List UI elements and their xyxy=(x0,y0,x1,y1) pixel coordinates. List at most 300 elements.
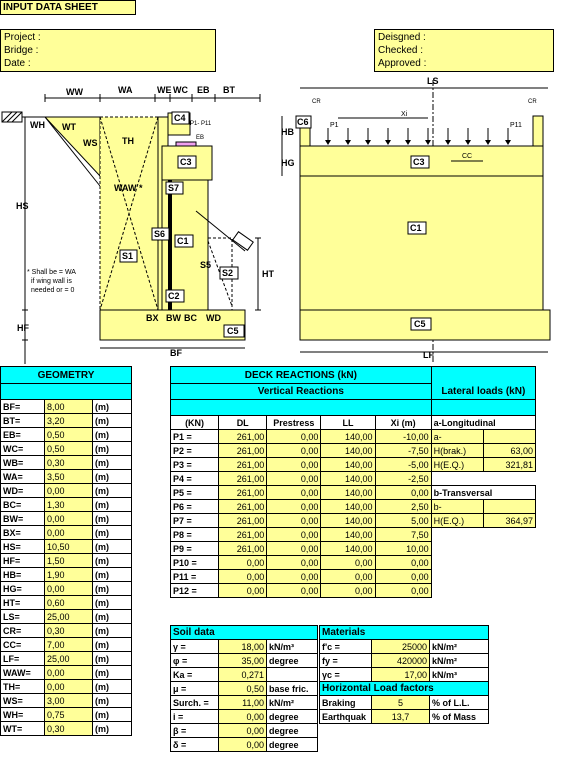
label-p1p11: P1- P11 xyxy=(190,121,212,127)
deck-row-label: P4 = xyxy=(171,472,219,486)
geometry-param-value[interactable]: 0,00 xyxy=(45,582,93,596)
soil-row xyxy=(171,668,318,682)
label-hs: HS xyxy=(16,201,29,211)
deck-row xyxy=(171,528,536,542)
deck-row-label: P5 = xyxy=(171,486,219,500)
geometry-row xyxy=(1,568,132,582)
deck-xi-value[interactable]: -2,50 xyxy=(375,472,431,486)
deck-prestress-value[interactable]: 0,00 xyxy=(267,458,321,472)
dim-ww: WW xyxy=(66,87,83,97)
hload-param-unit: % of L.L. xyxy=(430,696,489,710)
hload-param-value[interactable]: 13,7 xyxy=(372,710,430,724)
soil-param-value[interactable]: 0,00 xyxy=(219,724,267,738)
deck-xi-value[interactable]: 5,00 xyxy=(375,514,431,528)
deck-row xyxy=(171,556,536,570)
geometry-param-name: HB= xyxy=(1,568,45,582)
longitudinal-a-label: a- xyxy=(431,430,483,444)
deck-dl-value[interactable]: 261,00 xyxy=(219,514,267,528)
geometry-param-unit: (m) xyxy=(93,652,132,666)
label-c1-front: C1 xyxy=(410,223,422,233)
deck-prestress-value[interactable]: 0,00 xyxy=(267,542,321,556)
deck-xi-value[interactable]: 7,50 xyxy=(375,528,431,542)
col-ll: LL xyxy=(321,416,375,430)
deck-row-label: P6 = xyxy=(171,500,219,514)
soil-param-value[interactable]: 35,00 xyxy=(219,654,267,668)
lateral-value[interactable] xyxy=(483,500,535,514)
note-line1: * Shall be = WA xyxy=(27,269,76,276)
geometry-row xyxy=(1,470,132,484)
dim-wa: WA xyxy=(118,85,133,95)
checked-label: Checked : xyxy=(378,45,424,56)
geometry-param-unit: (m) xyxy=(93,526,132,540)
geometry-param-name: WA= xyxy=(1,470,45,484)
label-cr-left: CR xyxy=(312,99,321,105)
label-bc: BC xyxy=(184,313,197,323)
soil-param-name: β = xyxy=(171,724,219,738)
deck-xi-value[interactable]: 10,00 xyxy=(375,542,431,556)
soil-param-unit xyxy=(267,668,318,682)
deck-prestress-value[interactable]: 0,00 xyxy=(267,570,321,584)
geometry-param-value[interactable]: 1,30 xyxy=(45,498,93,512)
label-wh: WH xyxy=(30,120,45,130)
soil-param-unit: kN/m³ xyxy=(267,640,318,654)
geometry-param-name: LS= xyxy=(1,610,45,624)
material-param-value[interactable]: 25000 xyxy=(372,640,430,654)
deck-row xyxy=(171,444,536,458)
deck-ll-value[interactable]: 140,00 xyxy=(321,528,375,542)
soil-param-value[interactable]: 18,00 xyxy=(219,640,267,654)
material-row xyxy=(320,654,489,668)
deck-dl-value[interactable]: 261,00 xyxy=(219,500,267,514)
deck-prestress-value[interactable]: 0,00 xyxy=(267,472,321,486)
material-row xyxy=(320,640,489,654)
geometry-param-name: CC= xyxy=(1,638,45,652)
geometry-param-name: HF= xyxy=(1,554,45,568)
deck-dl-value[interactable]: 261,00 xyxy=(219,486,267,500)
deck-ll-value[interactable]: 140,00 xyxy=(321,500,375,514)
geometry-param-name: HG= xyxy=(1,582,45,596)
material-row xyxy=(320,668,489,682)
geometry-param-value[interactable]: 3,00 xyxy=(45,694,93,708)
geometry-param-name: BC= xyxy=(1,498,45,512)
deck-prestress-value[interactable]: 0,00 xyxy=(267,528,321,542)
label-cc: CC xyxy=(462,153,473,160)
materials-header: Materials xyxy=(320,626,489,640)
trans-eq-label: H(E.Q.) xyxy=(431,514,483,528)
geometry-param-value[interactable]: 0,00 xyxy=(45,512,93,526)
geometry-param-value[interactable]: 0,00 xyxy=(45,526,93,540)
deck-row xyxy=(171,430,536,444)
hload-header: Horizontal Load factors xyxy=(320,682,489,696)
soil-param-name: δ = xyxy=(171,738,219,752)
geometry-param-unit: (m) xyxy=(93,540,132,554)
label-s2: S2 xyxy=(222,268,234,278)
soil-row xyxy=(171,738,318,752)
soil-param-unit: degree xyxy=(267,738,318,752)
soil-row xyxy=(171,696,318,710)
label-cr-right: CR xyxy=(528,99,537,105)
geometry-param-unit: (m) xyxy=(93,484,132,498)
hload-row xyxy=(320,696,489,710)
label-s6: S6 xyxy=(154,229,166,239)
deck-spacer xyxy=(171,400,432,416)
lateral-spacer xyxy=(431,400,535,416)
soil-param-name: Surch. = xyxy=(171,696,219,710)
project-label: Project : xyxy=(4,32,41,43)
long-eq-label: H(E.Q.) xyxy=(431,458,483,472)
label-th: TH xyxy=(122,136,134,146)
lateral-value[interactable] xyxy=(483,430,535,444)
geometry-param-unit: (m) xyxy=(93,680,132,694)
geometry-param-value[interactable]: 3,20 xyxy=(45,414,93,428)
geometry-param-value[interactable]: 0,75 xyxy=(45,708,93,722)
deck-ll-value[interactable]: 0,00 xyxy=(321,570,375,584)
geometry-row xyxy=(1,456,132,470)
material-param-unit: kN/m³ xyxy=(430,668,489,682)
soil-param-unit: degree xyxy=(267,654,318,668)
geometry-row xyxy=(1,414,132,428)
note-line3: needed or = 0 xyxy=(31,287,75,294)
vertical-header: Vertical Reactions xyxy=(171,384,432,400)
geometry-param-name: WT= xyxy=(1,722,45,736)
deck-dl-value[interactable]: 261,00 xyxy=(219,542,267,556)
geometry-param-unit: (m) xyxy=(93,638,132,652)
geometry-param-value[interactable]: 0,60 xyxy=(45,596,93,610)
label-c3: C3 xyxy=(180,157,192,167)
geometry-param-unit: (m) xyxy=(93,428,132,442)
deck-row-label: P1 = xyxy=(171,430,219,444)
lateral-empty xyxy=(431,556,535,570)
label-waw: WAW * xyxy=(114,183,143,193)
geometry-param-name: WB= xyxy=(1,456,45,470)
label-wd: WD xyxy=(206,313,221,323)
label-p1: P1 xyxy=(330,122,339,129)
geometry-param-value[interactable]: 7,00 xyxy=(45,638,93,652)
deck-dl-value[interactable]: 0,00 xyxy=(219,570,267,584)
soil-param-name: φ = xyxy=(171,654,219,668)
geometry-param-unit: (m) xyxy=(93,582,132,596)
label-c6: C6 xyxy=(297,117,309,127)
geometry-param-unit: (m) xyxy=(93,554,132,568)
geometry-row xyxy=(1,526,132,540)
soil-table xyxy=(170,625,318,752)
deck-ll-value[interactable]: 140,00 xyxy=(321,514,375,528)
transversal-b-label: b- xyxy=(431,500,483,514)
lateral-header-top xyxy=(431,367,535,384)
col-xi: Xi (m) xyxy=(375,416,431,430)
front-elevation-drawing xyxy=(278,76,569,364)
material-param-name: fy = xyxy=(320,654,372,668)
deck-ll-value[interactable]: 140,00 xyxy=(321,458,375,472)
geometry-row xyxy=(1,610,132,624)
soil-param-value[interactable]: 11,00 xyxy=(219,696,267,710)
label-xi: Xi xyxy=(401,111,408,118)
label-ls: LS xyxy=(427,76,439,86)
geometry-param-name: WD= xyxy=(1,484,45,498)
label-hb: HB xyxy=(281,127,294,137)
soil-param-unit: degree xyxy=(267,724,318,738)
label-bf: BF xyxy=(170,348,182,358)
label-c4: C4 xyxy=(174,113,186,123)
geometry-row xyxy=(1,652,132,666)
hload-param-value[interactable]: 5 xyxy=(372,696,430,710)
label-c5: C5 xyxy=(227,326,239,336)
geometry-param-value[interactable]: 0,30 xyxy=(45,722,93,736)
geometry-param-value[interactable]: 3,50 xyxy=(45,470,93,484)
geometry-param-unit: (m) xyxy=(93,708,132,722)
geometry-param-unit: (m) xyxy=(93,666,132,680)
deck-prestress-value[interactable]: 0,00 xyxy=(267,430,321,444)
geometry-table xyxy=(0,366,132,736)
soil-param-value[interactable]: 0,271 xyxy=(219,668,267,682)
soil-param-name: i = xyxy=(171,710,219,724)
deck-dl-value[interactable]: 261,00 xyxy=(219,444,267,458)
material-param-unit: kN/m² xyxy=(430,640,489,654)
soil-row xyxy=(171,654,318,668)
deck-row xyxy=(171,458,536,472)
material-param-name: γc = xyxy=(320,668,372,682)
geometry-param-value[interactable]: 0,00 xyxy=(45,666,93,680)
dim-wc: WC xyxy=(173,85,188,95)
soil-param-value[interactable]: 0,00 xyxy=(219,738,267,752)
deck-ll-value[interactable]: 0,00 xyxy=(321,556,375,570)
deck-row-label: P9 = xyxy=(171,542,219,556)
label-s7: S7 xyxy=(168,183,180,193)
geometry-param-unit: (m) xyxy=(93,610,132,624)
geometry-row xyxy=(1,624,132,638)
geometry-param-unit: (m) xyxy=(93,694,132,708)
geometry-row xyxy=(1,680,132,694)
dim-bt: BT xyxy=(223,85,235,95)
deck-row xyxy=(171,584,536,598)
geometry-param-value[interactable]: 1,90 xyxy=(45,568,93,582)
hload-param-name: Earthquak xyxy=(320,710,372,724)
soil-param-value[interactable]: 0,50 xyxy=(219,682,267,696)
col-dl: DL xyxy=(219,416,267,430)
designed-label: Deisgned : xyxy=(378,32,426,43)
geometry-param-name: HS= xyxy=(1,540,45,554)
soil-row xyxy=(171,640,318,654)
col-kn: (KN) xyxy=(171,416,219,430)
geometry-param-value[interactable]: 25,00 xyxy=(45,610,93,624)
deck-prestress-value[interactable]: 0,00 xyxy=(267,444,321,458)
soil-param-unit: degree xyxy=(267,710,318,724)
soil-header: Soil data xyxy=(171,626,318,640)
deck-ll-value[interactable]: 140,00 xyxy=(321,472,375,486)
deck-row-label: P12 = xyxy=(171,584,219,598)
deck-prestress-value[interactable]: 0,00 xyxy=(267,514,321,528)
deck-row xyxy=(171,570,536,584)
deck-ll-value[interactable]: 140,00 xyxy=(321,542,375,556)
abutment-section-drawing xyxy=(0,76,290,364)
deck-dl-value[interactable]: 261,00 xyxy=(219,458,267,472)
geometry-param-unit: (m) xyxy=(93,568,132,582)
materials-table xyxy=(319,625,489,724)
geometry-param-name: CR= xyxy=(1,624,45,638)
deck-row-label: P7 = xyxy=(171,514,219,528)
soil-param-value[interactable]: 0,00 xyxy=(219,710,267,724)
geometry-param-name: LF= xyxy=(1,652,45,666)
deck-xi-value[interactable]: -5,00 xyxy=(375,458,431,472)
soil-row xyxy=(171,724,318,738)
hload-param-name: Braking xyxy=(320,696,372,710)
material-param-value[interactable]: 17,00 xyxy=(372,668,430,682)
brak-label: H(brak.) xyxy=(431,444,483,458)
project-info-box[interactable] xyxy=(0,29,216,72)
deck-dl-value[interactable]: 0,00 xyxy=(219,584,267,598)
deck-row xyxy=(171,542,536,556)
bridge-label: Bridge : xyxy=(4,45,39,56)
geometry-header: GEOMETRY xyxy=(1,367,132,384)
geometry-row xyxy=(1,596,132,610)
label-s5: S5 xyxy=(200,260,212,270)
label-bw: BW xyxy=(166,313,181,323)
geometry-param-unit: (m) xyxy=(93,722,132,736)
geometry-param-value[interactable]: 0,50 xyxy=(45,442,93,456)
label-hg: HG xyxy=(281,158,295,168)
soil-param-name: Ka = xyxy=(171,668,219,682)
geometry-row xyxy=(1,512,132,526)
brak-value[interactable]: 63,00 xyxy=(483,444,535,458)
lateral-empty xyxy=(431,542,535,556)
geometry-param-value[interactable]: 0,00 xyxy=(45,680,93,694)
geometry-param-name: TH= xyxy=(1,680,45,694)
lateral-empty xyxy=(431,584,535,598)
deck-row-label: P11 = xyxy=(171,570,219,584)
geometry-param-name: BF= xyxy=(1,400,45,414)
geometry-param-name: BX= xyxy=(1,526,45,540)
deck-ll-value[interactable]: 0,00 xyxy=(321,584,375,598)
geometry-spacer xyxy=(1,384,132,400)
trans-eq-value[interactable]: 364,97 xyxy=(483,514,535,528)
geometry-param-name: BT= xyxy=(1,414,45,428)
geometry-row xyxy=(1,638,132,652)
deck-row xyxy=(171,500,536,514)
deck-xi-value[interactable]: -10,00 xyxy=(375,430,431,444)
geometry-row xyxy=(1,442,132,456)
label-s1: S1 xyxy=(122,251,134,261)
deck-dl-value[interactable]: 261,00 xyxy=(219,528,267,542)
geometry-param-unit: (m) xyxy=(93,512,132,526)
deck-row xyxy=(171,486,536,500)
deck-header: DECK REACTIONS (kN) xyxy=(171,367,432,384)
date-label: Date : xyxy=(4,58,31,69)
geometry-param-name: EB= xyxy=(1,428,45,442)
soil-row xyxy=(171,682,318,696)
deck-row-label: P10 = xyxy=(171,556,219,570)
deck-prestress-value[interactable]: 0,00 xyxy=(267,584,321,598)
geometry-param-unit: (m) xyxy=(93,414,132,428)
label-bx: BX xyxy=(146,313,159,323)
geometry-param-value[interactable]: 8,00 xyxy=(45,400,93,414)
geometry-param-value[interactable]: 10,50 xyxy=(45,540,93,554)
deck-xi-value[interactable]: 0,00 xyxy=(375,486,431,500)
sheet-title: INPUT DATA SHEET xyxy=(0,0,136,15)
deck-ll-value[interactable]: 140,00 xyxy=(321,444,375,458)
label-ws: WS xyxy=(83,138,98,148)
geometry-param-unit: (m) xyxy=(93,442,132,456)
approval-info-box[interactable] xyxy=(374,29,554,72)
approved-label: Approved : xyxy=(378,58,427,69)
geometry-param-value[interactable]: 0,50 xyxy=(45,428,93,442)
geometry-row xyxy=(1,708,132,722)
deck-prestress-value[interactable]: 0,00 xyxy=(267,556,321,570)
geometry-param-value[interactable]: 0,30 xyxy=(45,624,93,638)
geometry-param-name: WS= xyxy=(1,694,45,708)
label-ht: HT xyxy=(262,269,274,279)
label-lf: LF xyxy=(423,350,434,360)
label-wt: WT xyxy=(62,122,76,132)
lateral-empty xyxy=(431,570,535,584)
geometry-row xyxy=(1,428,132,442)
deck-row xyxy=(171,472,536,486)
geometry-param-name: WAW= xyxy=(1,666,45,680)
hload-row xyxy=(320,710,489,724)
label-eb-small: EB xyxy=(196,135,205,141)
soil-row xyxy=(171,710,318,724)
geometry-row xyxy=(1,400,132,414)
deck-dl-value[interactable]: 261,00 xyxy=(219,472,267,486)
deck-xi-value[interactable]: 2,50 xyxy=(375,500,431,514)
label-c1: C1 xyxy=(177,236,189,246)
lateral-empty xyxy=(431,528,535,542)
material-param-name: f'c = xyxy=(320,640,372,654)
geometry-param-value[interactable]: 0,30 xyxy=(45,456,93,470)
dim-we: WE xyxy=(157,85,172,95)
deck-reactions-table xyxy=(170,366,536,598)
geometry-row xyxy=(1,582,132,596)
deck-ll-value[interactable]: 140,00 xyxy=(321,430,375,444)
material-param-unit: kN/m² xyxy=(430,654,489,668)
deck-row-label: P2 = xyxy=(171,444,219,458)
note-line2: if wing wall is xyxy=(31,278,72,285)
lateral-empty xyxy=(431,472,535,486)
geometry-row xyxy=(1,484,132,498)
deck-xi-value[interactable]: 0,00 xyxy=(375,570,431,584)
deck-dl-value[interactable]: 261,00 xyxy=(219,430,267,444)
deck-dl-value[interactable]: 0,00 xyxy=(219,556,267,570)
deck-xi-value[interactable]: 0,00 xyxy=(375,584,431,598)
deck-row xyxy=(171,514,536,528)
long-eq-value[interactable]: 321,81 xyxy=(483,458,535,472)
material-param-value[interactable]: 420000 xyxy=(372,654,430,668)
deck-prestress-value[interactable]: 0,00 xyxy=(267,486,321,500)
deck-xi-value[interactable]: -7,50 xyxy=(375,444,431,458)
geometry-param-value[interactable]: 0,00 xyxy=(45,484,93,498)
geometry-row xyxy=(1,554,132,568)
geometry-param-value[interactable]: 1,50 xyxy=(45,554,93,568)
soil-param-unit: base fric. xyxy=(267,682,318,696)
soil-param-name: γ = xyxy=(171,640,219,654)
geometry-row xyxy=(1,498,132,512)
deck-ll-value[interactable]: 140,00 xyxy=(321,486,375,500)
geometry-param-unit: (m) xyxy=(93,470,132,484)
geometry-param-value[interactable]: 25,00 xyxy=(45,652,93,666)
geometry-param-name: WH= xyxy=(1,708,45,722)
geometry-param-unit: (m) xyxy=(93,596,132,610)
geometry-param-unit: (m) xyxy=(93,498,132,512)
hload-param-unit: % of Mass xyxy=(430,710,489,724)
geometry-row xyxy=(1,540,132,554)
deck-row-label: P8 = xyxy=(171,528,219,542)
deck-prestress-value[interactable]: 0,00 xyxy=(267,500,321,514)
geometry-row xyxy=(1,666,132,680)
geometry-param-unit: (m) xyxy=(93,624,132,638)
label-p11: P11 xyxy=(510,122,522,129)
deck-xi-value[interactable]: 0,00 xyxy=(375,556,431,570)
soil-param-unit: kN/m² xyxy=(267,696,318,710)
label-c3-front: C3 xyxy=(413,157,425,167)
